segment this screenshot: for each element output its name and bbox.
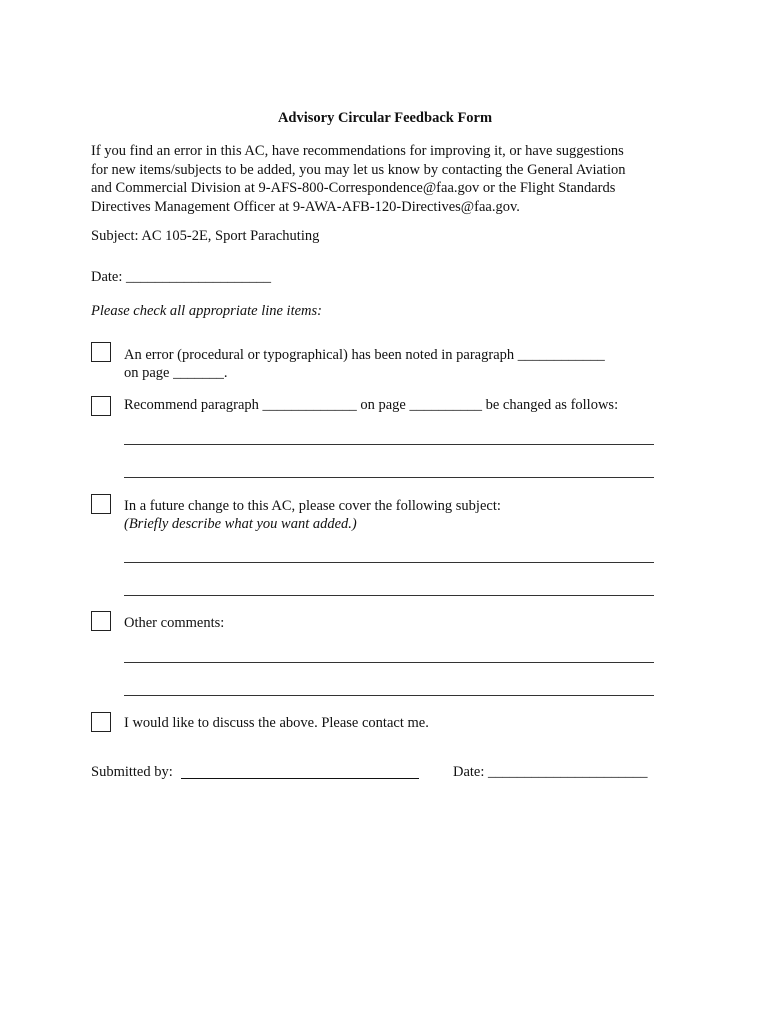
other-comments-checkbox[interactable]	[91, 611, 111, 631]
other-comments-answer-line[interactable]	[124, 662, 654, 663]
form-title: Advisory Circular Feedback Form	[277, 110, 493, 126]
intro-line: If you find an error in this AC, have recommendations for improving it, or have suggestions	[91, 143, 624, 159]
future-change-item	[124, 497, 501, 533]
intro-line: Directives Management Officer at 9-AWA-AFB-120-Directives@faa.gov.	[91, 198, 520, 215]
error-noted-checkbox[interactable]	[91, 342, 111, 362]
recommend-change-item	[124, 396, 618, 414]
instruction-text: Please check all appropriate line items:	[91, 303, 322, 319]
discuss-checkbox[interactable]	[91, 712, 111, 732]
recommend-change-checkbox[interactable]	[91, 396, 111, 416]
future-change-checkbox[interactable]	[91, 494, 111, 514]
future-change-answer-line[interactable]	[124, 595, 654, 596]
item-text: on page _______.	[124, 365, 228, 381]
other-comments-item	[124, 614, 224, 632]
other-comments-answer-line[interactable]	[124, 695, 654, 696]
item-text: Other comments:	[124, 615, 225, 631]
item-text: An error (procedural or typographical) has been noted in paragraph ____________	[124, 347, 605, 363]
subject-line: Subject: AC 105-2E, Sport Parachuting	[91, 228, 320, 244]
error-noted-item	[124, 346, 605, 382]
item-text: I would like to discuss the above. Please contact me.	[124, 715, 429, 731]
item-text: In a future change to this AC, please cover the following subject:	[124, 498, 501, 514]
intro-line: for new items/subjects to be added, you may let us know by contacting the General Aviation	[91, 161, 626, 178]
date-field[interactable]: Date: ____________________	[91, 269, 272, 285]
intro-line: and Commercial Division at 9-AFS-800-Correspondence@faa.gov or the Flight Standards	[91, 180, 616, 196]
submission-date-field[interactable]: Date: ______________________	[453, 764, 648, 780]
future-change-answer-line[interactable]	[124, 562, 654, 563]
discuss-item	[124, 714, 429, 732]
submitted-by-field[interactable]	[181, 778, 419, 779]
submitted-by-label: Submitted by:	[91, 764, 173, 780]
item-hint: (Briefly describe what you want added.)	[124, 516, 357, 532]
intro-paragraph	[91, 142, 671, 216]
item-text: Recommend paragraph _____________ on page __________ be changed as follows:	[124, 397, 619, 413]
recommend-answer-line[interactable]	[124, 477, 654, 478]
recommend-answer-line[interactable]	[124, 444, 654, 445]
